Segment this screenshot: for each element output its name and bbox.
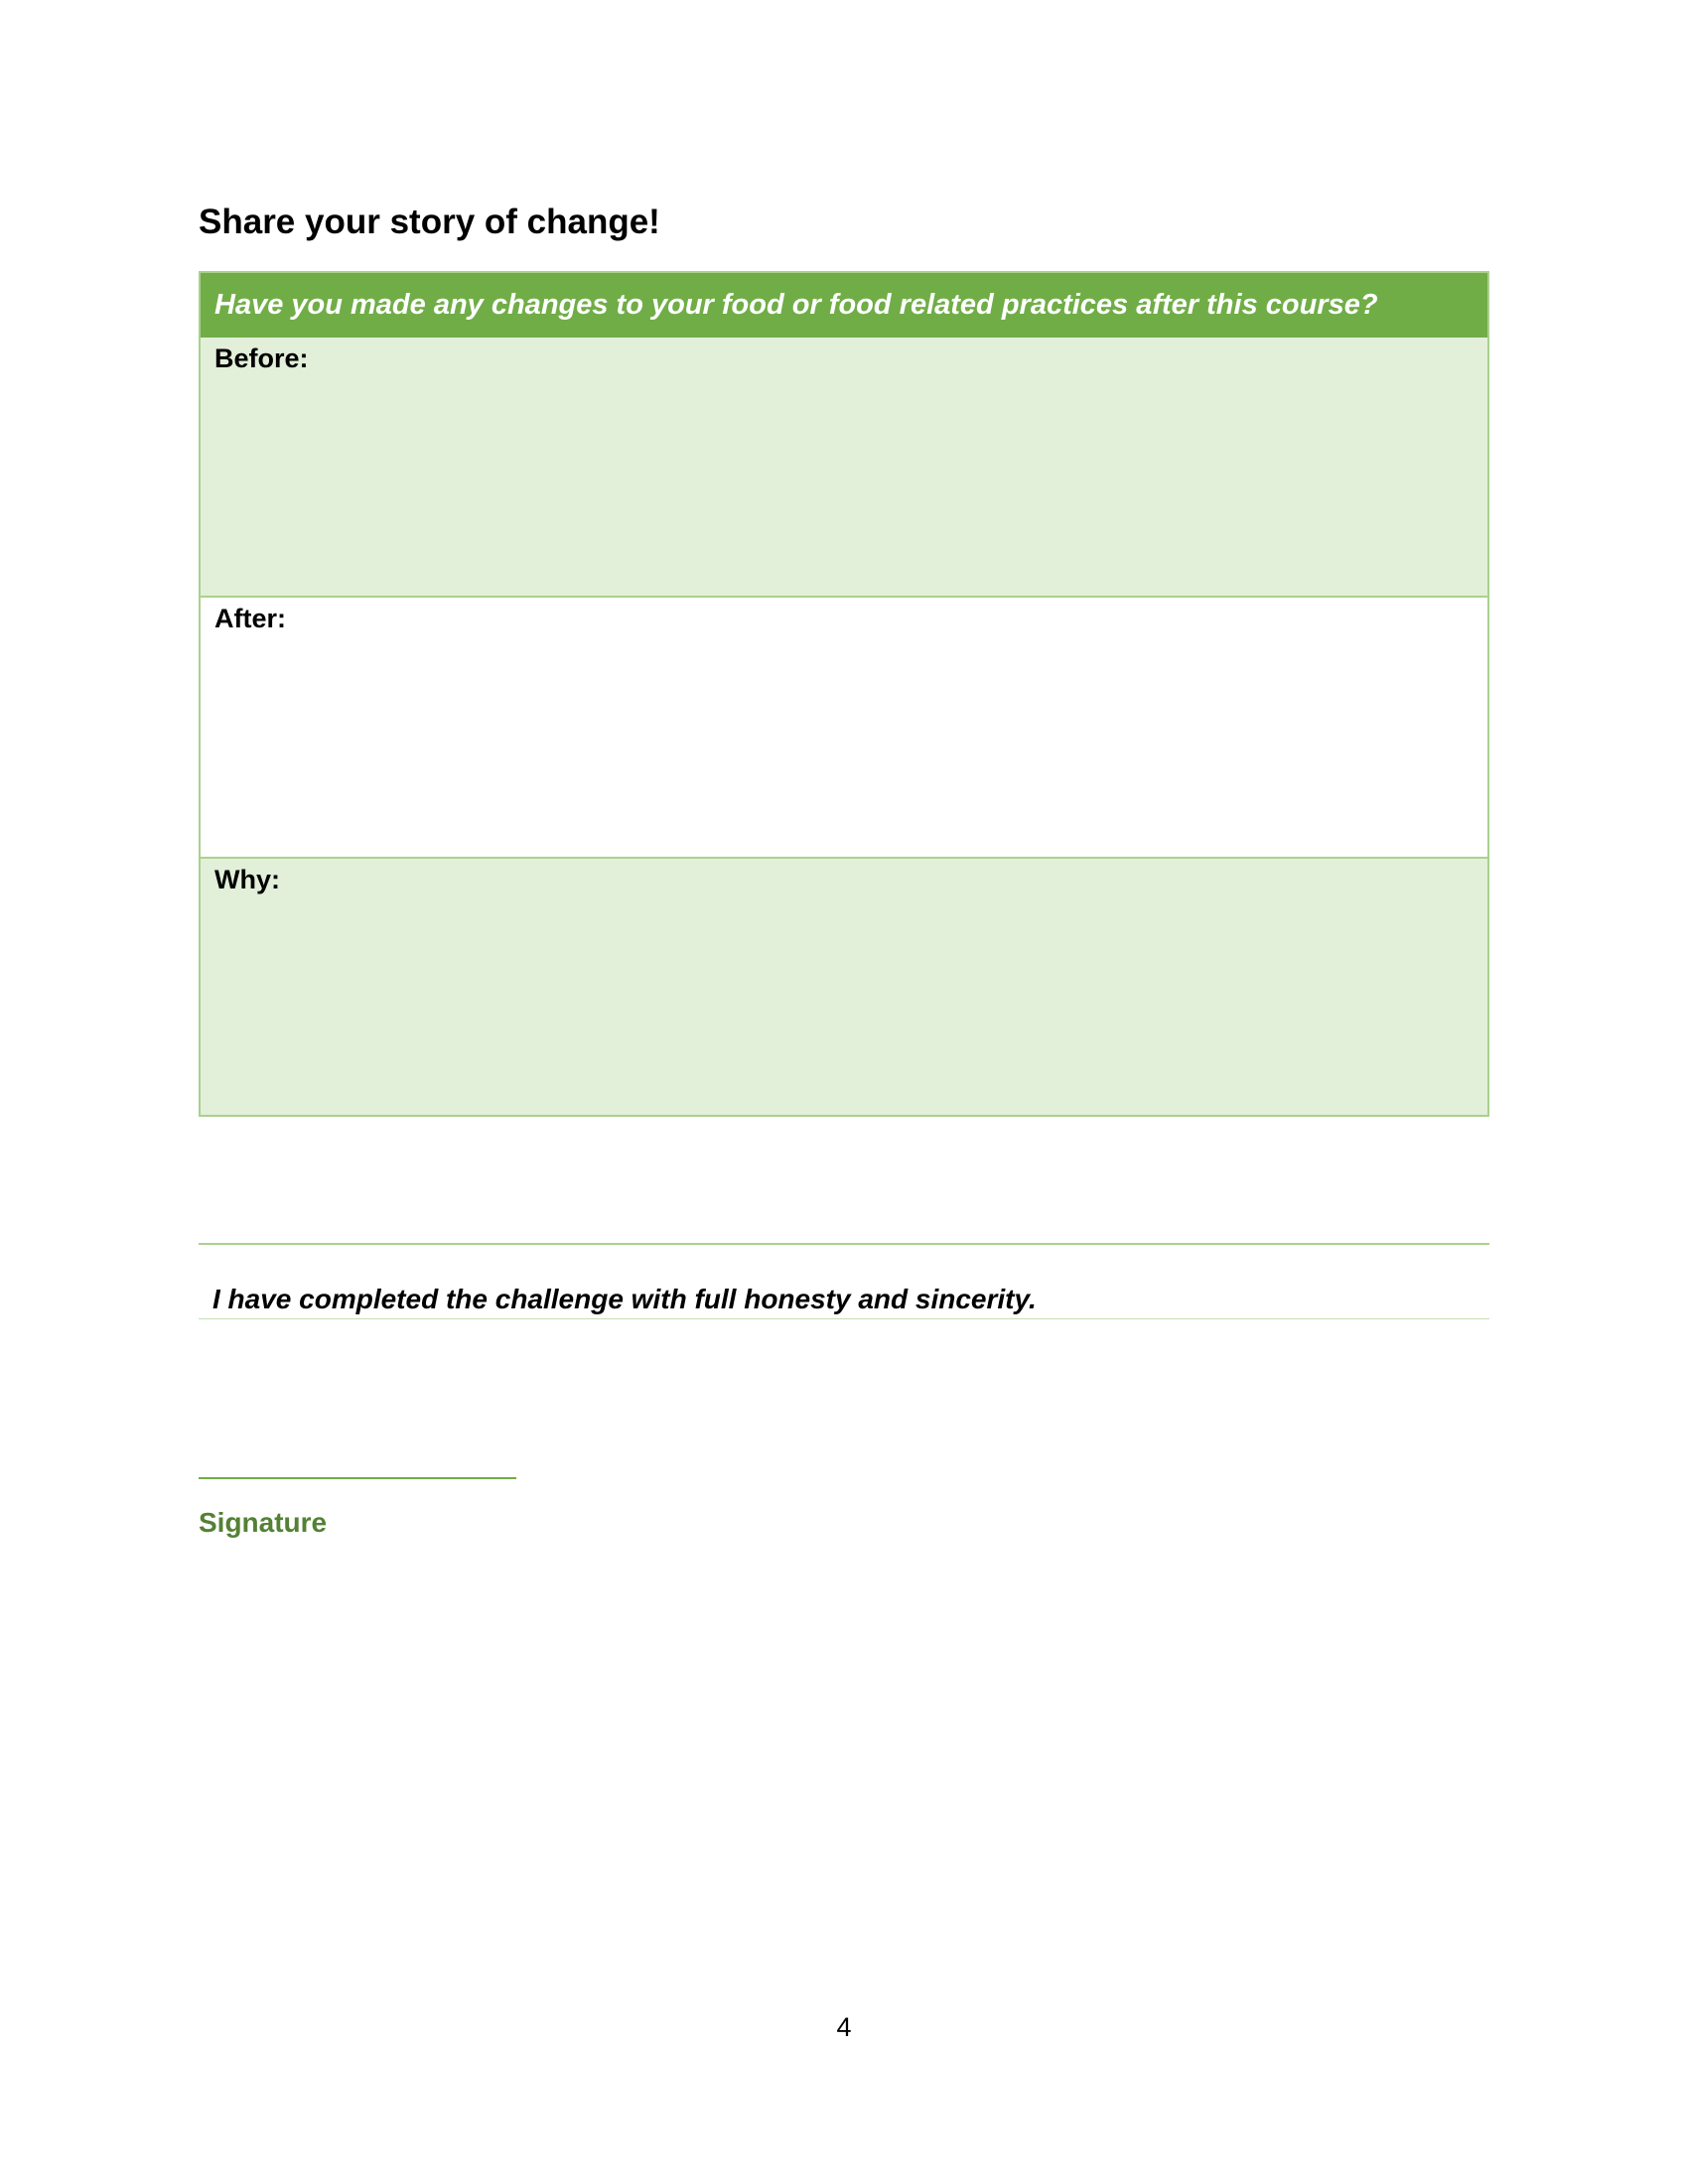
story-table	[199, 271, 1489, 1117]
signature-line[interactable]	[199, 1477, 516, 1479]
before-label: Before:	[214, 343, 309, 373]
page-title: Share your story of change!	[199, 203, 660, 241]
after-row	[201, 598, 1487, 859]
why-field[interactable]	[214, 900, 1477, 1103]
before-row	[201, 338, 1487, 598]
page-number: 4	[836, 2012, 852, 2042]
why-label: Why:	[214, 865, 280, 894]
declaration-text: I have completed the challenge with full honesty and sincerity.	[212, 1284, 1037, 1314]
signature-label: Signature	[199, 1507, 328, 1538]
before-field[interactable]	[214, 379, 1477, 582]
after-label: After:	[214, 604, 286, 633]
table-question-header: Have you made any changes to your food or food related practices after this course?	[201, 273, 1487, 338]
why-row	[201, 859, 1487, 1115]
declaration-bottom-rule	[199, 1318, 1489, 1319]
after-field[interactable]	[214, 639, 1477, 842]
declaration-top-rule	[199, 1243, 1489, 1245]
